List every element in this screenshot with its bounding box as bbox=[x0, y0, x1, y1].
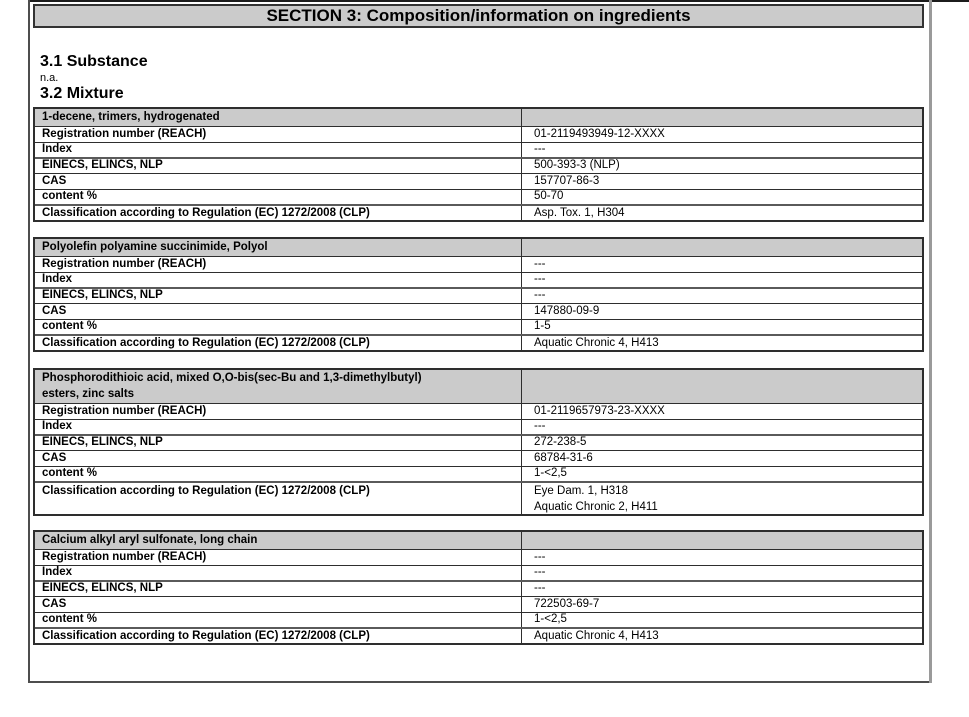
section-title: SECTION 3: Composition/information on ingredients bbox=[266, 6, 691, 25]
ingredient-name-row bbox=[35, 370, 922, 403]
row-label: EINECS, ELINCS, NLP bbox=[42, 582, 163, 595]
table-row bbox=[35, 565, 922, 581]
row-value: 01-2119657973-23-XXXX bbox=[534, 404, 665, 417]
row-label: content % bbox=[42, 467, 97, 480]
table-row bbox=[35, 450, 922, 466]
section-header-bar bbox=[33, 4, 924, 28]
row-label: Registration number (REACH) bbox=[42, 550, 207, 563]
empty-cell bbox=[522, 239, 922, 256]
row-label: content % bbox=[42, 320, 97, 333]
table-row bbox=[35, 419, 922, 435]
row-label: CAS bbox=[42, 304, 67, 317]
row-value: 272-238-5 bbox=[534, 436, 587, 449]
table-row bbox=[35, 173, 922, 189]
row-value: 1-5 bbox=[534, 320, 551, 333]
table-row bbox=[35, 596, 922, 612]
row-value: 1-<2,5 bbox=[534, 467, 567, 480]
table-row bbox=[35, 580, 922, 596]
page-bottom-border bbox=[28, 681, 932, 683]
row-value: --- bbox=[534, 273, 546, 286]
empty-cell bbox=[522, 532, 922, 549]
page-right-border bbox=[929, 0, 932, 683]
row-label: content % bbox=[42, 613, 97, 626]
row-label: Classification according to Regulation (EC) 1272/2008 (CLP) bbox=[42, 629, 370, 642]
ingredient-name: 1-decene, trimers, hydrogenated bbox=[42, 110, 220, 123]
ingredient-table-2 bbox=[33, 237, 924, 352]
ingredient-table-4 bbox=[33, 530, 924, 645]
row-label: Index bbox=[42, 420, 73, 433]
row-label: CAS bbox=[42, 174, 67, 187]
row-value: 50-70 bbox=[534, 190, 564, 203]
ingredient-name: Calcium alkyl aryl sulfonate, long chain bbox=[42, 533, 258, 546]
table-row bbox=[35, 126, 922, 142]
row-value: 157707-86-3 bbox=[534, 174, 600, 187]
row-label: content % bbox=[42, 190, 97, 203]
table-row bbox=[35, 466, 922, 482]
row-label: Classification according to Regulation (EC) 1272/2008 (CLP) bbox=[42, 336, 370, 349]
row-label: EINECS, ELINCS, NLP bbox=[42, 436, 163, 449]
ingredient-name-row bbox=[35, 109, 922, 126]
heading-mixture: 3.2 Mixture bbox=[40, 85, 124, 102]
row-label: CAS bbox=[42, 597, 67, 610]
table-row bbox=[35, 627, 922, 643]
row-value: 1-<2,5 bbox=[534, 613, 567, 626]
table-row bbox=[35, 272, 922, 288]
row-label: Index bbox=[42, 143, 73, 156]
row-value: --- bbox=[534, 566, 546, 579]
row-value: 68784-31-6 bbox=[534, 451, 593, 464]
table-row bbox=[35, 319, 922, 335]
table-row bbox=[35, 481, 922, 514]
ingredient-name-row bbox=[35, 532, 922, 549]
ingredient-table-3 bbox=[33, 368, 924, 516]
row-value: 500-393-3 (NLP) bbox=[534, 159, 620, 172]
row-value: Aquatic Chronic 4, H413 bbox=[534, 629, 659, 642]
row-label: EINECS, ELINCS, NLP bbox=[42, 289, 163, 302]
row-value: Asp. Tox. 1, H304 bbox=[534, 206, 625, 219]
ingredient-name: Polyolefin polyamine succinimide, Polyol bbox=[42, 240, 268, 253]
row-value: --- bbox=[534, 582, 546, 595]
row-label: Registration number (REACH) bbox=[42, 127, 207, 140]
table-row bbox=[35, 189, 922, 205]
row-value: 722503-69-7 bbox=[534, 597, 600, 610]
row-value: --- bbox=[534, 257, 546, 270]
row-value: 01-2119493949-12-XXXX bbox=[534, 127, 665, 140]
row-label: Registration number (REACH) bbox=[42, 257, 207, 270]
ingredient-name: Phosphorodithioic acid, mixed O,O-bis(sec-Bu and 1,3-dimethylbutyl) esters, zinc salts bbox=[42, 372, 422, 400]
page-top-border bbox=[28, 0, 969, 2]
row-label: CAS bbox=[42, 451, 67, 464]
row-value: --- bbox=[534, 550, 546, 563]
substance-value: n.a. bbox=[40, 72, 59, 84]
table-row bbox=[35, 303, 922, 319]
row-value: Eye Dam. 1, H318 Aquatic Chronic 2, H411 bbox=[534, 485, 658, 513]
row-label: Index bbox=[42, 273, 73, 286]
row-value: --- bbox=[534, 420, 546, 433]
table-row bbox=[35, 403, 922, 419]
table-row bbox=[35, 287, 922, 303]
table-row bbox=[35, 204, 922, 220]
row-value: 147880-09-9 bbox=[534, 304, 600, 317]
table-row bbox=[35, 334, 922, 350]
row-label: Classification according to Regulation (EC) 1272/2008 (CLP) bbox=[42, 206, 370, 219]
row-label: Registration number (REACH) bbox=[42, 404, 207, 417]
row-value: --- bbox=[534, 143, 546, 156]
table-row bbox=[35, 549, 922, 565]
ingredient-table-1 bbox=[33, 107, 924, 222]
row-label: EINECS, ELINCS, NLP bbox=[42, 159, 163, 172]
row-label: Classification according to Regulation (EC) 1272/2008 (CLP) bbox=[42, 485, 370, 498]
heading-substance: 3.1 Substance bbox=[40, 53, 148, 70]
row-value: Aquatic Chronic 4, H413 bbox=[534, 336, 659, 349]
table-row bbox=[35, 612, 922, 628]
empty-cell bbox=[522, 370, 922, 403]
table-row bbox=[35, 434, 922, 450]
row-value: --- bbox=[534, 289, 546, 302]
table-row bbox=[35, 142, 922, 158]
empty-cell bbox=[522, 109, 922, 126]
ingredient-name-row bbox=[35, 239, 922, 256]
row-label: Index bbox=[42, 566, 73, 579]
table-row bbox=[35, 256, 922, 272]
table-row bbox=[35, 157, 922, 173]
page-left-border bbox=[28, 0, 30, 683]
